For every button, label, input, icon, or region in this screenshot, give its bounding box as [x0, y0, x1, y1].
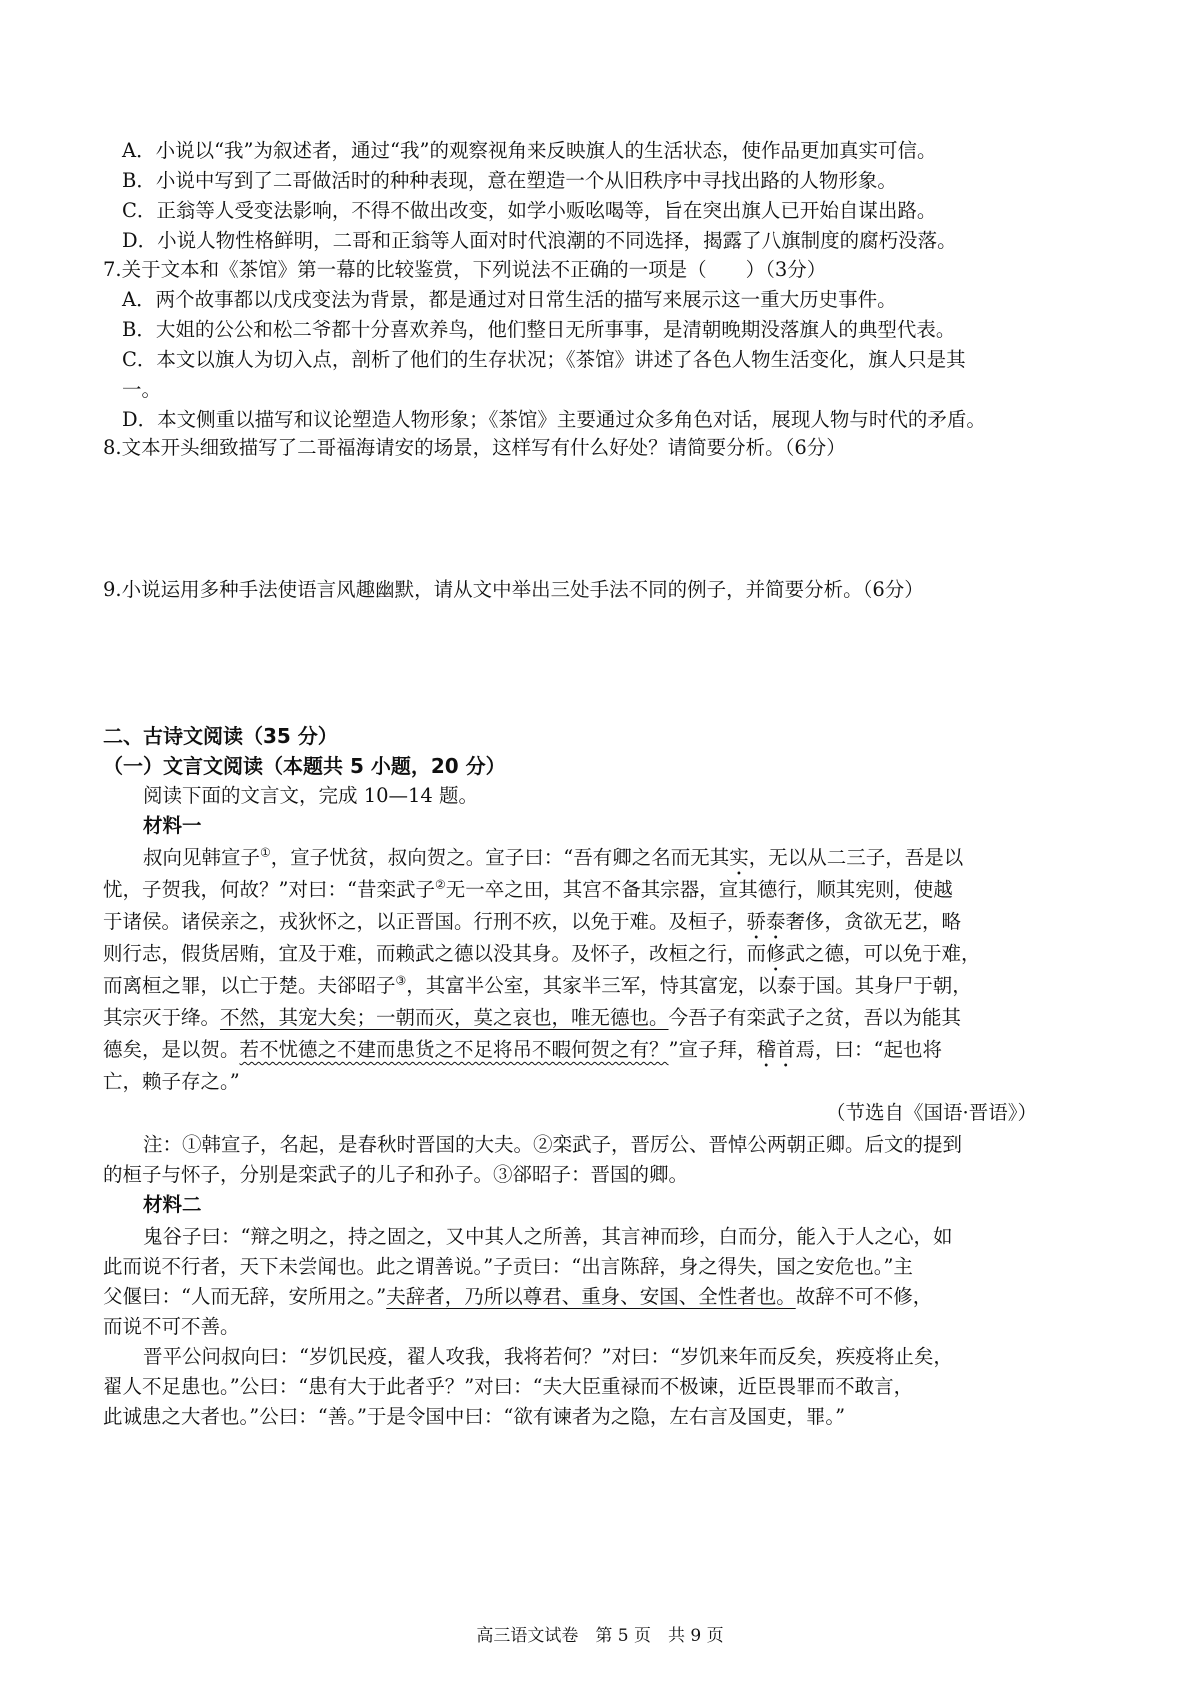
m2-line-7: 此诚患之大者也。”公曰：“善。”于是令国中曰：“欲有谏者为之隐，左右言及国吏，罪。” — [103, 1405, 846, 1428]
m1-line-7: 德矣，是以贺。若不忧德之不建而患货之不足将吊不暇何贺之有？”宣子拜，稽首焉，曰：“起也将 — [103, 1038, 943, 1061]
q6-option-d: D．小说人物性格鲜明，二哥和正翁等人面对时代浪潮的不同选择，揭露了八旗制度的腐朽没落。 — [122, 229, 957, 252]
q6-option-a: A．小说以“我”为叙述者，通过“我”的观察视角来反映旗人的生活状态，使作品更加真实可信。 — [122, 139, 937, 162]
m1-line-8: 亡，赖子存之。” — [103, 1070, 240, 1093]
q6-option-b: B．小说中写到了二哥做活时的种种表现，意在塑造一个从旧秩序中寻找出路的人物形象。 — [122, 169, 897, 192]
m1-line-1: 叔向见韩宣子①，宣子忧贫，叔向贺之。宣子曰：“吾有卿之名而无其实，无以从二三子，吾是以 — [143, 845, 964, 869]
material-two-label: 材料二 — [143, 1193, 202, 1216]
subsection-title: （一）文言文阅读（本题共 5 小题，20 分） — [103, 754, 506, 778]
m2-line-5: 晋平公问叔向曰：“岁饥民疫，翟人攻我，我将若何？”对曰：“岁饥来年而反矣，疾疫将止矣， — [143, 1345, 953, 1368]
section-title: 二、古诗文阅读（35 分） — [103, 724, 338, 748]
m1-line-4: 则行志，假货居贿，宜及于难，而赖武之德以没其身。及怀子，改桓之行，而修武之德，可以免于难， — [103, 942, 981, 965]
wavy-underlined-sentence: 若不忧德之不建而患货之不足将吊不暇何贺之有？ — [239, 1038, 669, 1061]
passage-source: （节选自《国语·晋语》） — [826, 1101, 1037, 1124]
m2-line-4: 而说不可不善。 — [103, 1315, 240, 1338]
m2-line-1: 鬼谷子曰：“辩之明之，持之固之，又中其人之所善，其言神而珍，白而分，能入于人之心，如 — [143, 1225, 953, 1248]
underlined-sentence: 不然，其宠大矣；一朝而灭，莫之哀也，唯无德也。 — [220, 1006, 669, 1029]
reading-instruction: 阅读下面的文言文，完成 10—14 题。 — [143, 784, 479, 807]
m1-line-5: 而离桓之罪，以亡于楚。夫郤昭子③，其富半公室，其家半三军，恃其富宠，以泰于国。其身尸于朝， — [103, 973, 972, 997]
m2-line-6: 翟人不足患也。”公曰：“患有大于此者乎？”对曰：“夫大臣重禄而不极谏，近臣畏罪而不敢言， — [103, 1375, 914, 1398]
q9-stem: 9.小说运用多种手法使语言风趣幽默，请从文中举出三处手法不同的例子，并简要分析。（6分） — [103, 578, 924, 601]
material-one-label: 材料一 — [143, 814, 202, 837]
note-line-1: 注：①韩宣子，名起，是春秋时晋国的大夫。②栾武子，晋厉公、晋悼公两朝正卿。后文的提到 — [143, 1133, 963, 1156]
emphasis-xiu: 修 — [766, 942, 786, 965]
q7-option-b: B．大姐的公公和松二爷都十分喜欢养鸟，他们整日无所事事，是清朝晚期没落旗人的典型代表。 — [122, 318, 956, 341]
emphasis-shi: 实 — [729, 846, 749, 869]
q7-option-c-cont: 一。 — [122, 378, 162, 401]
note-line-2: 的桓子与怀子，分别是栾武子的儿子和孙子。③郤昭子：晋国的卿。 — [103, 1163, 689, 1186]
page-footer: 高三语文试卷 第 5 页 共 9 页 — [476, 1626, 724, 1646]
m1-line-3: 于诸侯。诸侯亲之，戎狄怀之，以正晋国。行刑不疚，以免于难。及桓子，骄泰奢侈，贪欲无艺，略 — [103, 910, 962, 933]
emphasis-qishou: 稽首 — [756, 1038, 796, 1061]
underlined-sentence-2: 夫辞者，乃所以尊君、重身、安国、全性者也。 — [386, 1285, 796, 1308]
m1-line-6: 其宗灭于绛。不然，其宠大矣；一朝而灭，莫之哀也，唯无德也。今吾子有栾武子之贫，吾以为能其 — [103, 1006, 962, 1029]
q6-option-c: C．正翁等人受变法影响，不得不做出改变，如学小贩吆喝等，旨在突出旗人已开始自谋出路。 — [122, 199, 937, 222]
emphasis-jiaotai: 骄泰 — [746, 910, 786, 933]
m1-line-2: 忧，子贺我，何故？”对曰：“昔栾武子②无一卒之田，其宫不备其宗器，宣其德行，顺其宪则，使越 — [103, 877, 953, 901]
q8-stem: 8.文本开头细致描写了二哥福海请安的场景，这样写有什么好处？请简要分析。（6分） — [103, 436, 846, 459]
q7-option-a: A．两个故事都以戊戌变法为背景，都是通过对日常生活的描写来展示这一重大历史事件。 — [122, 288, 897, 311]
q7-option-d: D．本文侧重以描写和议论塑造人物形象；《茶馆》主要通过众多角色对话，展现人物与时代的矛盾。 — [122, 408, 986, 431]
m2-line-3: 父偃曰：“人而无辞，安所用之。”夫辞者，乃所以尊君、重身、安国、全性者也。故辞不可不修， — [103, 1285, 933, 1308]
q7-stem: 7.关于文本和《茶馆》第一幕的比较鉴赏，下列说法不正确的一项是（ ）（3分） — [103, 258, 827, 281]
m2-line-2: 此而说不行者，天下未尝闻也。此之谓善说。”子贡曰：“出言陈辞，身之得失，国之安危也。”主 — [103, 1255, 913, 1278]
q7-option-c: C．本文以旗人为切入点，剖析了他们的生存状况；《茶馆》讲述了各色人物生活变化，旗人只是其 — [122, 348, 966, 371]
